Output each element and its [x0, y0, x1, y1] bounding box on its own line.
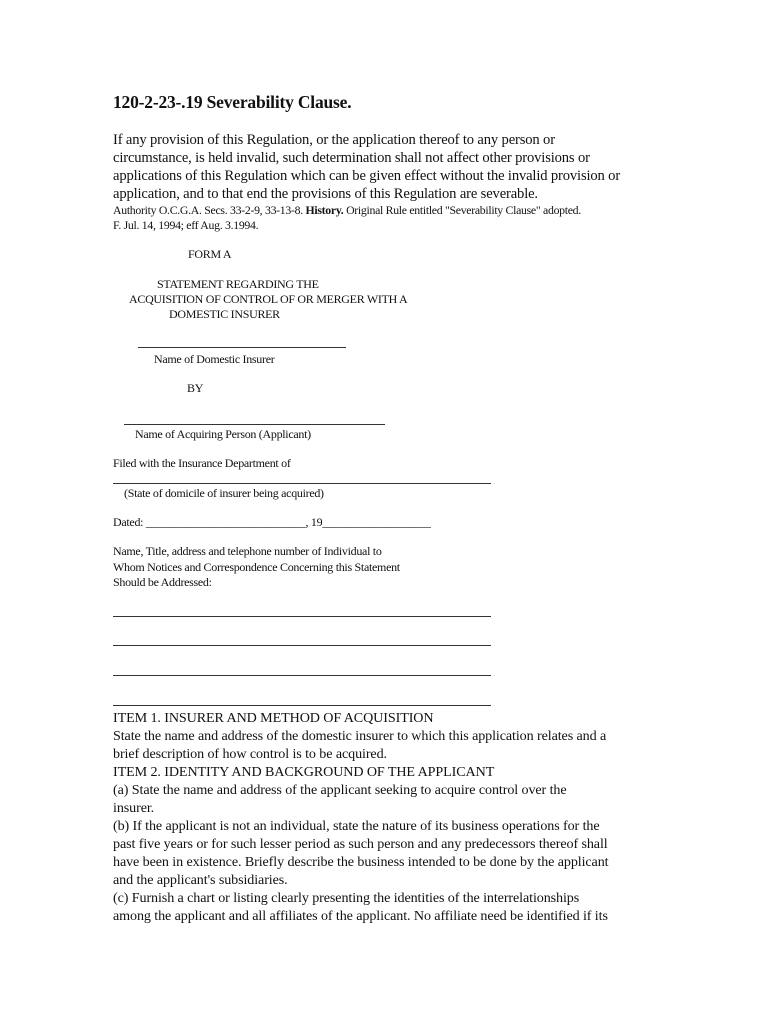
domestic-insurer-label: Name of Domestic Insurer [154, 352, 275, 366]
state-label: (State of domicile of insurer being acquired) [124, 486, 324, 500]
item-2-heading: ITEM 2. IDENTITY AND BACKGROUND OF THE APPLICANT [113, 764, 495, 780]
statement-line-2: ACQUISITION OF CONTROL OF OR MERGER WITH A [129, 292, 408, 306]
paragraph-line: applications of this Regulation which can be given effect without the invalid provision or [113, 168, 621, 184]
domestic-insurer-blank[interactable] [138, 347, 346, 348]
item-text-line: (b) If the applicant is not an individual, state the nature of its business operations for the [113, 818, 600, 834]
statement-line-3: DOMESTIC INSURER [169, 307, 280, 321]
item-text-line: among the applicant and all affiliates of the applicant. No affiliate need be identified if its [113, 908, 608, 924]
paragraph-line: If any provision of this Regulation, or the application thereof to any person or [113, 132, 555, 148]
contact-instructions [113, 544, 400, 591]
contact-line: Name, Title, address and telephone number of Individual to [113, 544, 382, 558]
contact-line: Should be Addressed: [113, 575, 212, 589]
dated-year-prefix: , 19 [305, 515, 323, 529]
authority-text: Authority O.C.G.A. Secs. 33-2-9, 33-13-8. [113, 203, 306, 217]
section-heading: 120-2-23-.19 Severability Clause. [113, 92, 352, 112]
item-1-heading: ITEM 1. INSURER AND METHOD OF ACQUISITION [113, 710, 434, 726]
acquiring-person-blank[interactable] [124, 424, 385, 425]
paragraph-line: circumstance, is held invalid, such determination shall not affect other provisions or [113, 150, 590, 166]
item-text-line: insurer. [113, 800, 155, 816]
item-text-line: brief description of how control is to be acquired. [113, 746, 387, 762]
history-text: Original Rule entitled "Severability Clause" adopted. [343, 203, 581, 217]
dated-blank[interactable]: ____________________________ [145, 515, 306, 529]
severability-paragraph [113, 131, 673, 203]
authority-note [113, 203, 581, 233]
authority-line-2: F. Jul. 14, 1994; eff Aug. 3.1994. [113, 218, 259, 232]
item-text-line: (a) State the name and address of the applicant seeking to acquire control over the [113, 782, 567, 798]
authority-line-1 [113, 203, 581, 218]
item-text-line: State the name and address of the domestic insurer to which this application relates and a [113, 728, 607, 744]
paragraph-line: application, and to that end the provisions of this Regulation are severable. [113, 186, 538, 202]
dated-row [113, 515, 431, 530]
contact-line: Whom Notices and Correspondence Concerning this Statement [113, 559, 400, 574]
item-text-line: have been in existence. Briefly describe the business intended to be done by the applicant [113, 854, 609, 870]
dated-label: Dated: [113, 515, 144, 529]
contact-blank-line[interactable] [113, 645, 491, 646]
contact-blank-line[interactable] [113, 675, 491, 676]
contact-blank-line[interactable] [113, 616, 491, 617]
items-section [113, 709, 673, 925]
by-label: BY [187, 381, 204, 395]
statement-line-1: STATEMENT REGARDING THE [157, 277, 319, 291]
item-text-line: (c) Furnish a chart or listing clearly presenting the identities of the interrelationships [113, 890, 580, 906]
item-text-line: past five years or for such lesser period as such person and any predecessors thereof shall [113, 836, 608, 852]
state-blank[interactable] [113, 483, 491, 484]
filed-with-label: Filed with the Insurance Department of [113, 456, 291, 470]
acquiring-person-label: Name of Acquiring Person (Applicant) [135, 427, 311, 441]
item-text-line: and the applicant's subsidiaries. [113, 872, 288, 888]
history-label: History. [305, 203, 344, 217]
form-title: FORM A [188, 247, 232, 261]
dated-year-blank[interactable]: ___________________ [322, 515, 431, 529]
contact-blank-line[interactable] [113, 705, 491, 706]
